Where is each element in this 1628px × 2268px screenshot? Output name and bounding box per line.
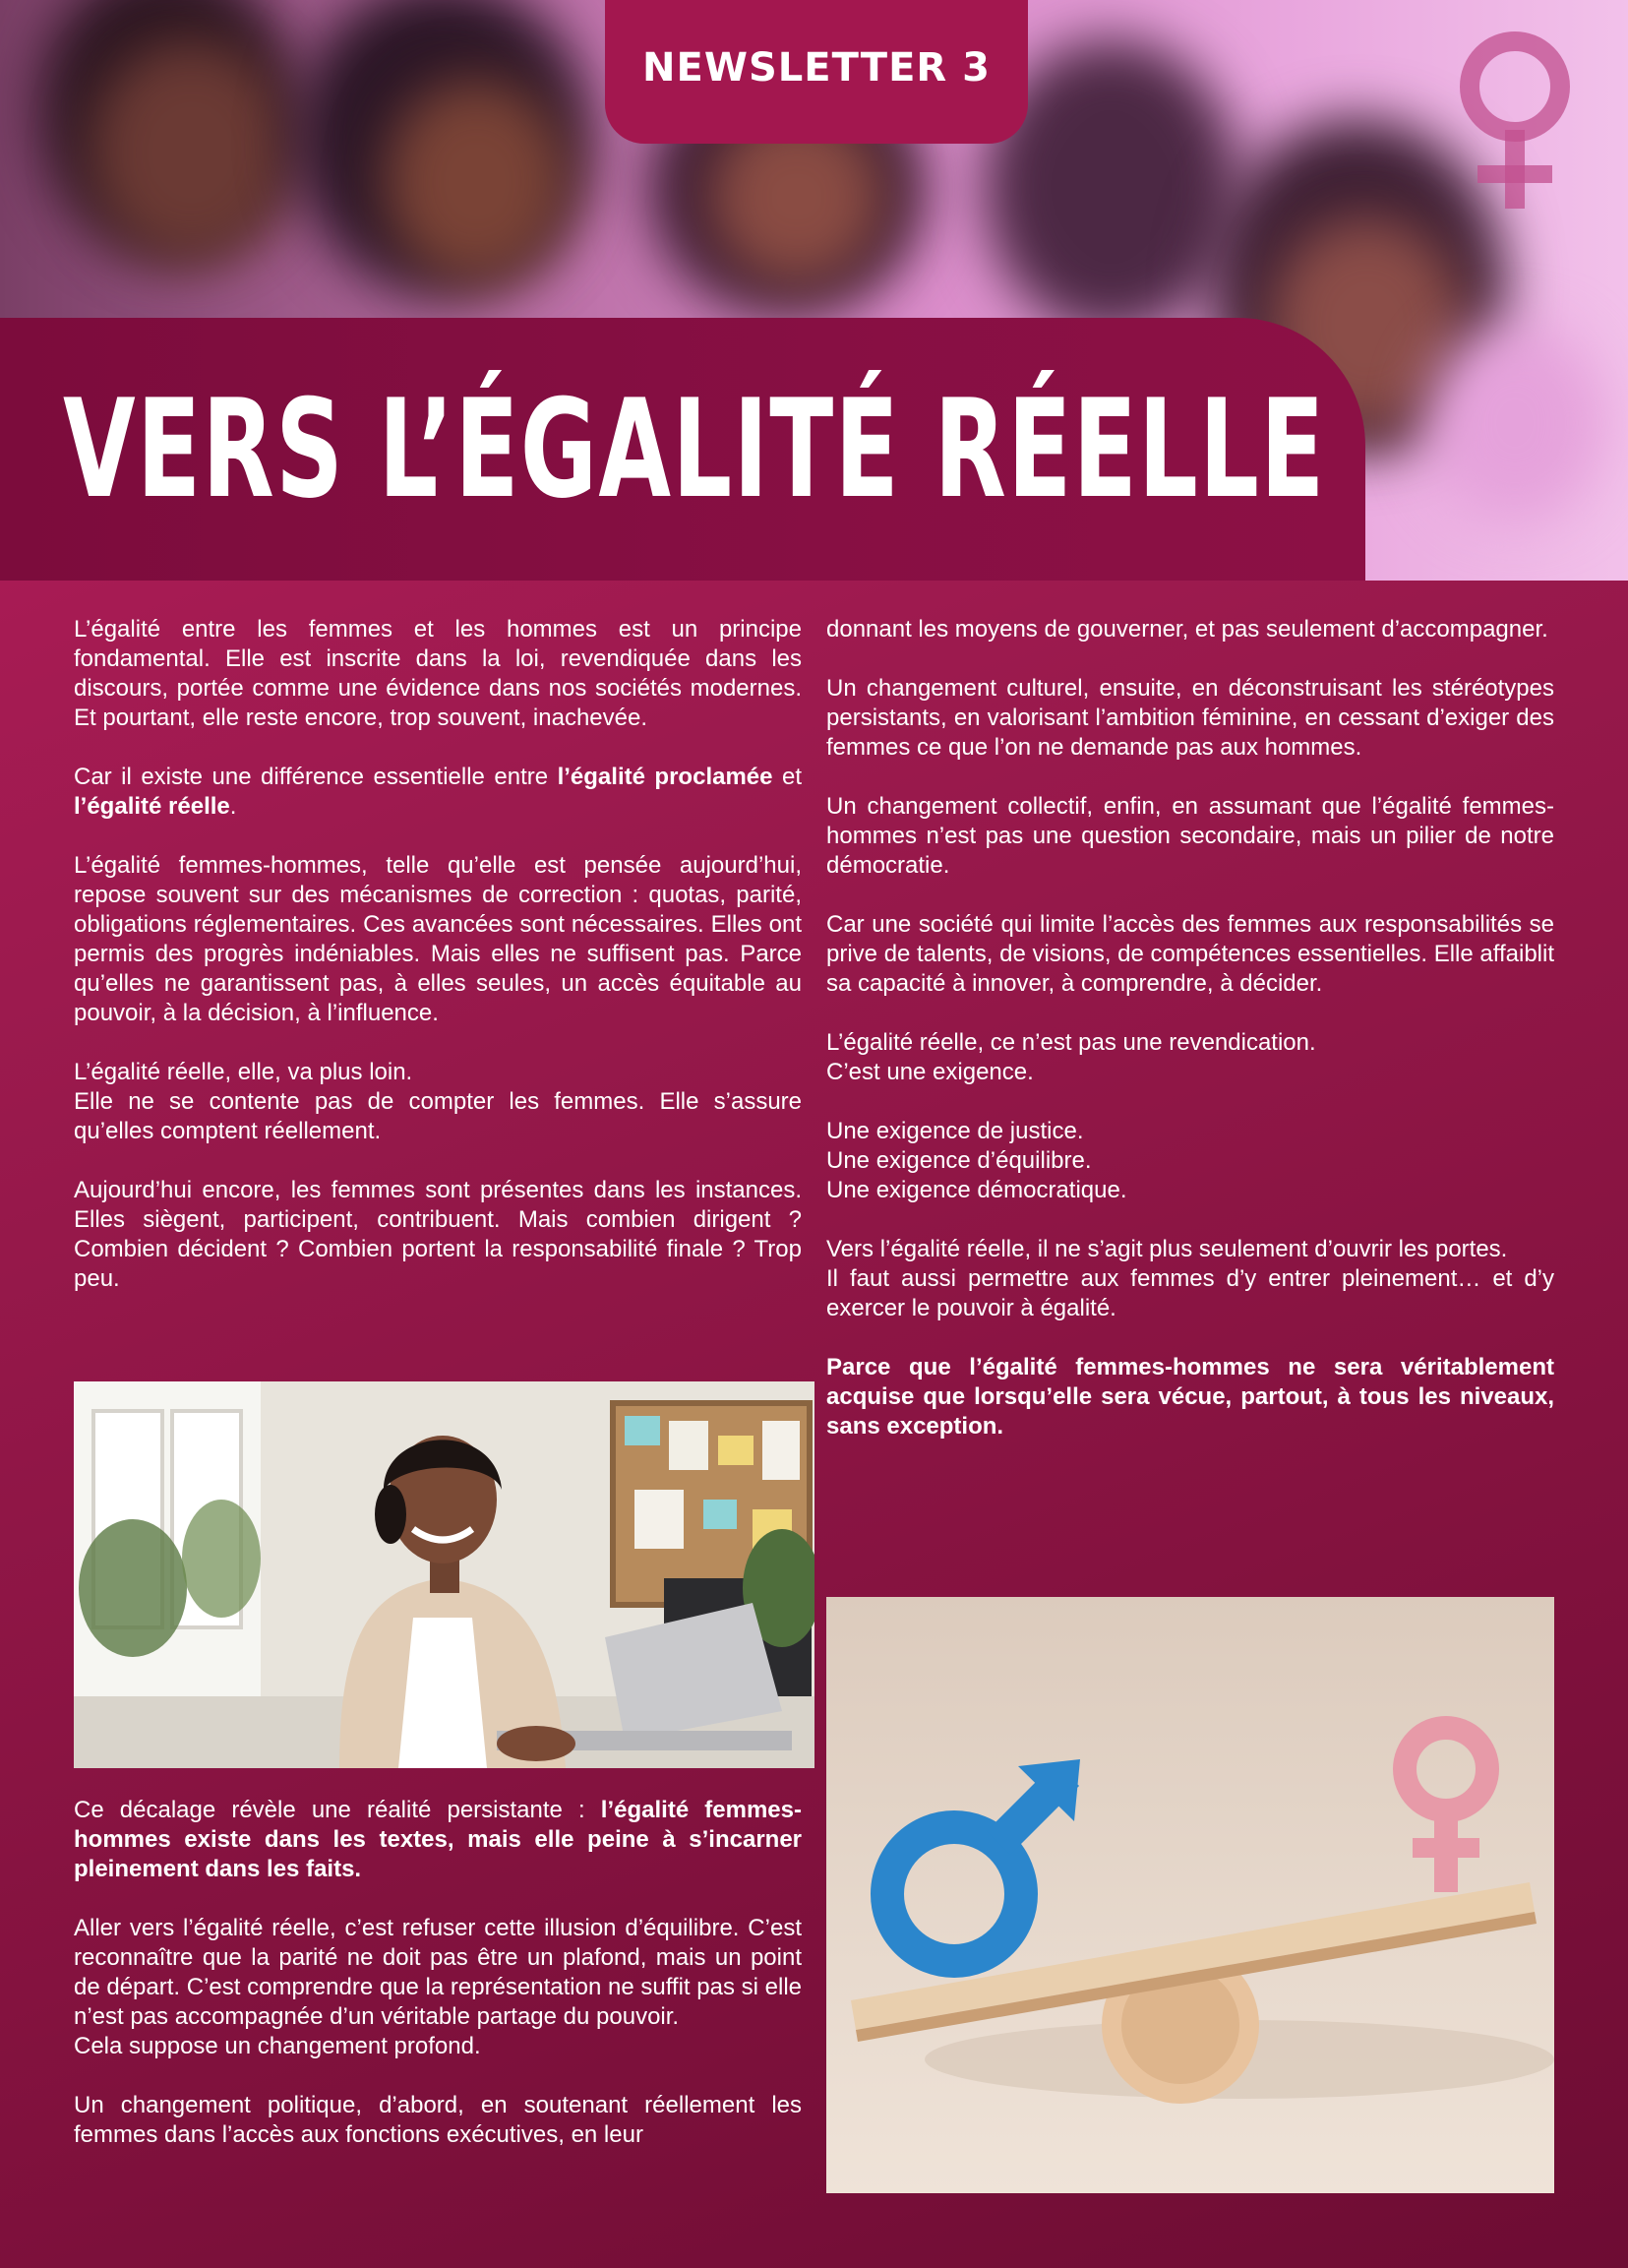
title-banner <box>0 318 1365 581</box>
text-span: et <box>772 764 803 790</box>
text-line: Cela suppose un changement profond. <box>74 2033 481 2059</box>
text-line: Aller vers l’égalité réelle, c’est refuser cette illusion d’équilibre. C’est reconnaître que la parité ne doit pas être un plafond, mais un point de départ. C’est comprendre que la représentation ne suffit pas si elle n’est pas accompagnée d’un véritable partage du pouvoir. <box>74 1915 802 2030</box>
text-line: Une exigence d’équilibre. <box>826 1147 1092 1174</box>
text-line: C’est une exigence. <box>826 1059 1034 1085</box>
paragraph: Un changement politique, d’abord, en soutenant réellement les femmes dans l’accès aux fonctions exécutives, en leur <box>74 2092 802 2148</box>
left-column-bottom <box>74 1796 802 2150</box>
text-line: Il faut aussi permettre aux femmes d’y entrer pleinement… et d’y exercer le pouvoir à égalité. <box>826 1265 1554 1321</box>
paragraph <box>826 1117 1554 1205</box>
paragraph <box>826 1235 1554 1323</box>
left-column <box>74 615 802 1294</box>
newsletter-badge <box>605 0 1028 144</box>
text-line: Vers l’égalité réelle, il ne s’agit plus seulement d’ouvrir les portes. <box>826 1236 1508 1262</box>
businesswoman-photo <box>74 1381 814 1768</box>
bold-text: l’égalité proclamée <box>557 764 773 790</box>
paragraph: L’égalité entre les femmes et les hommes est un principe fondamental. Elle est inscrite dans la loi, revendiquée dans les discours, portée comme une évidence dans nos sociétés modernes. Et pourtant, elle reste encore, trop souvent, inachevée. <box>74 616 802 731</box>
blurred-face <box>89 39 295 266</box>
gender-balance-seesaw-photo <box>826 1597 1554 2193</box>
text-line: L’égalité réelle, ce n’est pas une revendication. <box>826 1029 1316 1056</box>
text-line: Elle ne se contente pas de compter les femmes. Elle s’assure qu’elles comptent réellement. <box>74 1088 802 1144</box>
text-span: Ce décalage révèle une réalité persistante : <box>74 1797 601 1823</box>
conclusion-paragraph <box>826 1353 1554 1441</box>
header-photo <box>0 0 1628 581</box>
right-column <box>826 615 1554 1471</box>
paragraph: Un changement culturel, ensuite, en déconstruisant les stéréotypes persistants, en valorisant l’ambition féminine, en cessant d’exiger des femmes ce que l’on ne demande pas aux hommes. <box>826 675 1554 761</box>
paragraph <box>74 1796 802 1884</box>
page-title: VERS L’ÉGALITÉ RÉELLE <box>63 370 1326 528</box>
blurred-face <box>384 79 571 285</box>
blurred-light <box>1426 325 1603 521</box>
newsletter-badge-label: NEWSLETTER 3 <box>642 45 991 91</box>
paragraph <box>74 1914 802 2061</box>
paragraph: L’égalité femmes-hommes, telle qu’elle est pensée aujourd’hui, repose souvent sur des mécanismes de correction : quotas, parité, obligations réglementaires. Ces avancées sont nécessaires. Elles ont permis des progrès indéniables. Mais elles ne suffisent pas. Parce qu’elles ne garantissent pas, à elles seules, un accès équitable au pouvoir, à la décision, à l’influence. <box>74 852 802 1026</box>
paragraph: Aujourd’hui encore, les femmes sont présentes dans les instances. Elles siègent, participent, contribuent. Mais combien dirigent ? Combien décident ? Combien portent la responsabilité finale ? Trop peu. <box>74 1177 802 1292</box>
paragraph: Car une société qui limite l’accès des femmes aux responsabilités se prive de talents, de visions, de compétences essentielles. Elle affaiblit sa capacité à innover, à comprendre, à décider. <box>826 911 1554 997</box>
bold-text: Parce que l’égalité femmes-hommes ne sera véritablement acquise que lorsqu’elle sera vécue, partout, à tous les niveaux, sans exception. <box>826 1354 1554 1440</box>
text-line: Une exigence de justice. <box>826 1118 1084 1144</box>
bold-text: l’égalité réelle <box>74 793 230 820</box>
paragraph: donnant les moyens de gouverner, et pas seulement d’accompagner. <box>826 616 1548 643</box>
text-span: Car il existe une différence essentielle entre <box>74 764 558 790</box>
female-symbol-icon <box>1426 20 1603 216</box>
paragraph <box>826 1028 1554 1087</box>
text-line: L’égalité réelle, elle, va plus loin. <box>74 1059 413 1085</box>
paragraph <box>74 1058 802 1146</box>
text-span: . <box>229 793 237 820</box>
text-line: Une exigence démocratique. <box>826 1177 1127 1203</box>
paragraph: Un changement collectif, enfin, en assumant que l’égalité femmes-hommes n’est pas une question secondaire, mais un pilier de notre démocratie. <box>826 793 1554 879</box>
paragraph <box>74 763 802 822</box>
bold-text: l’égalité femmes-hommes existe dans les textes, mais elle peine à s’incarner pleinement dans les faits. <box>74 1797 802 1882</box>
